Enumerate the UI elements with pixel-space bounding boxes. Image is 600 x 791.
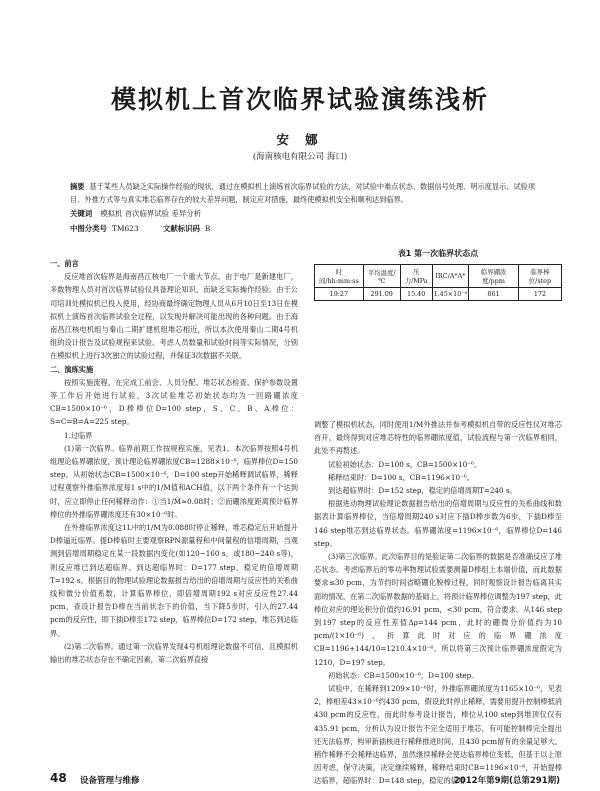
- right-column: [314, 418, 562, 788]
- page-number: 48: [50, 771, 67, 785]
- table-header-cell: 时间/hh:mm:ss: [315, 265, 364, 288]
- paragraph: (1)第一次临界。临界前期工作按规程实施，见表1。本次临界按照4号机组理论临界硼浓度，预计理论临界硼浓度CB=1288×10⁻⁶，临界棒位D=150 step。从初始状态CB=1500×10⁻⁶，D=100 step开始稀释调试临界，稀释过程观察外推临界浓度每1 s中的1/M值和ACH值，以下两个条件有一个达到时，应立即停止任何稀释动作：①当1/M≈0.08时；②而硼浓度距离预计临界棒位的外推临界硼浓度还有30×10⁻⁶时。: [50, 443, 298, 519]
- author-name: 安 娜: [276, 132, 324, 147]
- table-cell: 19:27: [315, 288, 364, 301]
- table-caption: 表1 第一次临界状态点: [397, 249, 479, 258]
- section-heading: 一、前言: [50, 259, 79, 268]
- issue-info: 2012年第9期(总第291期): [453, 776, 560, 786]
- abstract-text: 基于某些人员缺乏实际操作经验的现状，通过在模拟机上演练首次临界试验的方法，对试验中难点状态、数据信号处理、明示度显示、试验项目、外推方式等与真实堆芯临界存在的较大差异问题，制定应对措施，最终使模拟机安全和顺利达到临界。: [70, 182, 536, 204]
- table-cell: 861: [469, 288, 519, 301]
- paragraph: 根据进动物理试验理论数据报告给出的倍增周期与反应性的关系曲线和数据表计算临界棒位，当倍增周期240 s对应下插D棒步数为6步，下插D棒至146 step堆芯到达临界状态。临界硼浓度=1196×10⁻⁶，临界棒位D=146 step。: [314, 499, 562, 548]
- paragraph: 初始状态：CB=1500×10⁻⁶，D=100 step。: [328, 670, 479, 680]
- classification-label: 中图分类号: [70, 224, 107, 233]
- table-row: [315, 288, 562, 301]
- paragraph: 反应堆首次临界是海南昌江核电厂一个重大节点。由于电厂是新建电厂，多数物理人员对首次临界试验仪具备理论知识，而缺乏实际操作经验。由于公司培训处模拟机已投入使用，经协商最终确定物理人员从6月10日至13日在模拟机上演练首次临界试验全过程，以发现并解决可能出现的各种问题。由于海南昌江核电机组与秦山二期扩建机组堆芯相近，所以本次使用秦山二期4号机组的设计报告及试验规程来试验。考虑人员数量和试验时间等实际情况，分别在模拟机上进行3次独立的试验过程，并保证3次数据不关联。: [50, 272, 298, 361]
- doc-code-value: B: [204, 224, 211, 233]
- left-column: [50, 257, 298, 666]
- abstract: [70, 181, 548, 206]
- journal-name: 设备管理与维修: [80, 776, 140, 786]
- classification-value: TM623: [111, 224, 139, 233]
- table-header-row: [315, 265, 562, 288]
- paragraph: 试验初始状态：D=100 s，CB=1500×10⁻⁶。: [328, 459, 482, 469]
- abstract-label: 摘要: [70, 182, 85, 191]
- keywords-label: 关键词: [70, 209, 93, 218]
- author-affiliation: (海南核电有限公司 海口): [252, 152, 348, 162]
- classification: [70, 223, 210, 234]
- table-cell: 172: [518, 288, 561, 301]
- keywords: [70, 208, 201, 219]
- paragraph: 稀释结束时：D=100 s，CB=1196×10⁻⁶。: [328, 472, 474, 482]
- doc-code-label: 文献标识码: [162, 224, 200, 233]
- table-header-cell: 临界棒位/step: [518, 265, 561, 288]
- paragraph: 到达超临界时：D=152 step，稳定的倍增周期T=240 s。: [328, 486, 517, 496]
- paragraph: 按照实施流程，在完成工前会、人员分配、堆芯状态检查、保护参数设置等工作后开始进行试验，3次试验堆芯初始状态均为一回路硼浓度CB=1500×10⁻⁶，D棒棒位D=100 step，S、C、B、A棒位：S=C=B=A=225 step。: [50, 377, 298, 427]
- paper-title: 模拟机上首次临界试验演练浅析: [110, 85, 489, 114]
- paragraph: 试验中，在稀释到1209×10⁻⁶时，外推临界硼浓度为1165×10⁻⁶，见表2，棒相差43×10⁻⁶约430 pcm，假设此时停止稀释，需要用提升控制棒抵消430 pcm的反应性，而此时参考设计报告，棒位从100 step到堆顶仅仅有435.91 pcm，分析认为设计报告不完全适用于堆芯，有可能控制棒完全提出还无法临界，构审新插核进行稀释推进时间，且430 pcm留有的余量足够大，稍作稀释不会稀释达临界，虽然继续稀释会使达临界棒位变低，但基于以上原因考虑，保守决策，决定继续稀释，稀释结束时CB=1196×10⁻⁶，开始提棒达临界，超临界时：D=148 step，稳定的倍增: [314, 684, 562, 786]
- paragraph: (3)第三次临界。此次临界目的是验证第二次临界的数据是否准确反应了堆芯状态。考虑临界后的零功率物理试验需要测量D棒组上本端价值，而此数据要求≤30 pcm，为节约时间省略硼化脱棒过程，同时观察设计报告临离其实面的情况，在第二次临界数据的基础上，将预计临界棒位调整为197 step，此棒位对应的理论积分价值约16.91 pcm，<30 pcm，符合要求。从146 step到197 step的反应性差值Δρ=144 pcm，此时的硼微分价值约为10 pcm/(1×10⁻⁶)，折算此时对应的临界硼浓度CB=1196+144/10=1210.4×10⁻⁶。所以将第三次预计临界硼浓度假定为1210，D=197 step。: [314, 552, 562, 667]
- table-cell: 291.09: [363, 288, 400, 301]
- section-heading: 二、演练实施: [50, 364, 94, 374]
- table-header-cell: 临界硼浓度/ppm: [469, 265, 519, 288]
- table-header-cell: 压力/MPa: [400, 265, 432, 288]
- keywords-text: 模拟机 首次临界试验 差异分析: [100, 209, 201, 218]
- table-header-cell: 平均温度/℃: [363, 265, 400, 288]
- table-cell: 1.45×10⁻⁸: [432, 288, 469, 301]
- paragraph: 1.过临界: [64, 430, 93, 440]
- table-header-cell: IRC/A*A*: [432, 265, 469, 288]
- table-cell: 15.40: [400, 288, 432, 301]
- paragraph: 调整了模拟机状态，同时使用1/M外推法并参考模拟机自带的反应性仪对堆芯首开，最终得到对应堆芯特性的临界硼浓度值，试验流程与第一次临界相同，此处不再赘述。: [314, 420, 562, 456]
- table-first-criticality: [314, 264, 562, 301]
- paragraph: 在外推临界浓度这1L中的1/M为0.088时停止稀释，堆芯稳定后开始提升D棒逼近临界。提D棒临时主要观察RPN源量程和中间量程的信增周期，当观测到倍增周期稳定在某一段数据内变化(如120~160 s，或180~240 s等)，则反应堆已到达超临界。到达超临界时：D=177 step，稳定的倍增周期T=192 s。根据目的物理试验理论数据报告给出的倍增周期与反应性的关系曲线和微分价值系数，计算临界棒位，即倍增周期192 s对应反应性27.44 pcm，查设计报告D棒在当前状态下的价值，当下降5步时，引入的27.44 pcm的反应性，即下插D棒至172 step，临界棒位D=172 step，堆芯到达临界。: [50, 523, 298, 638]
- paragraph: (2)第二次临界。通过第一次临界发现4号机组理论数据不可信，且模拟机输出的堆芯状态存在不确定因素，第二次临界直接: [50, 641, 298, 665]
